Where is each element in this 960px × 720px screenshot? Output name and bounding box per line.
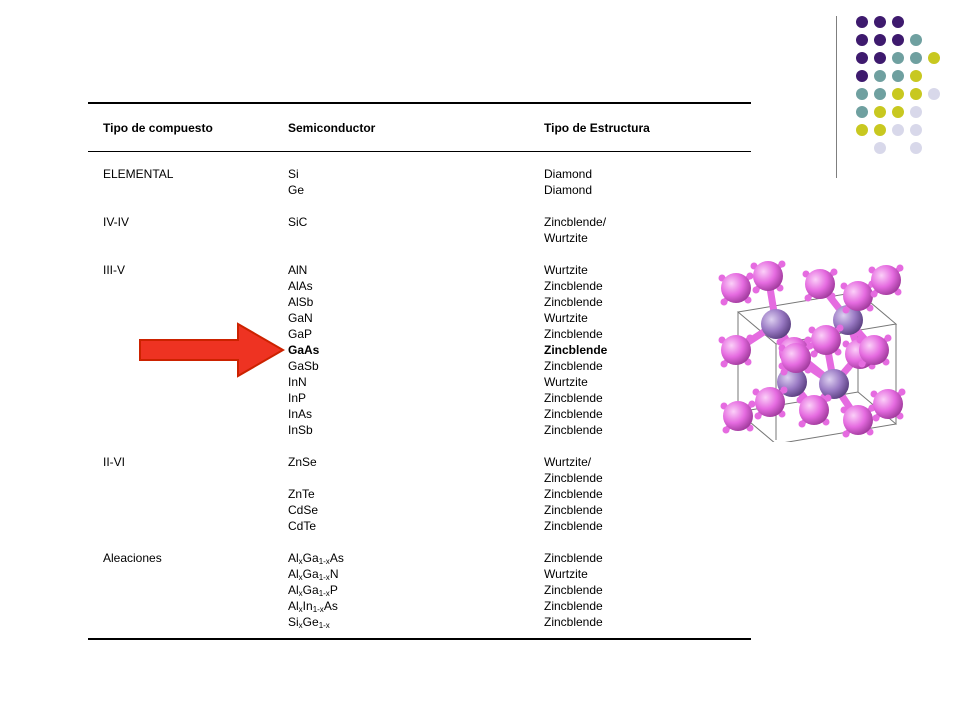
- structure-cell: Zincblende: [544, 487, 603, 501]
- crystal-atom-pink: [805, 269, 835, 299]
- decorative-dot: [874, 124, 886, 136]
- decorative-dot: [856, 124, 868, 136]
- semiconductor-cell: GaN: [288, 311, 313, 325]
- semiconductor-cell: GaP: [288, 327, 313, 341]
- structure-cell-highlighted: Zincblende: [544, 343, 608, 357]
- structure-cell: Zincblende: [544, 599, 603, 613]
- structure-cell: Zincblende: [544, 407, 603, 421]
- decorative-dot: [892, 52, 904, 64]
- decorative-dot: [874, 88, 886, 100]
- semiconductor-cell: Ge: [288, 183, 305, 197]
- semiconductor-cell: AlAs: [288, 279, 313, 293]
- header-structure-type: Tipo de Estructura: [544, 121, 650, 135]
- crystal-atom-purple: [819, 369, 849, 399]
- crystal-atom-pink: [871, 265, 901, 295]
- structure-cell: Zincblende: [544, 423, 603, 437]
- crystal-atom-pink: [811, 325, 841, 355]
- structure-cell: Zincblende: [544, 615, 603, 629]
- decorative-dot: [910, 34, 922, 46]
- structure-cell: Wurtzite: [544, 567, 588, 581]
- decorative-dot: [856, 106, 868, 118]
- structure-cell: Zincblende: [544, 471, 603, 485]
- crystal-atom-pink: [873, 389, 903, 419]
- crystal-atom-pink: [721, 273, 751, 303]
- crystal-atom-pink: [843, 405, 873, 435]
- semiconductor-cell: ZnTe: [288, 487, 315, 501]
- semiconductor-cell: AlSb: [288, 295, 314, 309]
- crystal-atom-pink: [753, 261, 783, 291]
- structure-cell: Zincblende: [544, 327, 603, 341]
- semiconductor-cell: InSb: [288, 423, 313, 437]
- decorative-dot: [910, 124, 922, 136]
- semiconductor-cell: InP: [288, 391, 307, 405]
- structure-cell: Zincblende: [544, 391, 603, 405]
- structure-cell: Zincblende: [544, 295, 603, 309]
- decorative-dot: [910, 106, 922, 118]
- header-compound-type: Tipo de compuesto: [103, 121, 213, 135]
- alloy-formula: $Al_xIn_{1-x}As$: [288, 599, 338, 614]
- decorative-dot: [856, 70, 868, 82]
- group-label-iv-iv: IV-IV: [103, 215, 130, 229]
- decorative-dot: [874, 106, 886, 118]
- crystal-atom-pink: [799, 395, 829, 425]
- group-label-aleaciones: Aleaciones: [103, 551, 162, 565]
- decorative-dot: [910, 70, 922, 82]
- structure-cell: Wurtzite: [544, 375, 588, 389]
- table-bottom-rule: [88, 638, 751, 640]
- decorative-dot: [910, 142, 922, 154]
- semiconductor-cell: GaSb: [288, 359, 319, 373]
- zincblende-crystal-illustration: [708, 254, 920, 442]
- structure-cell: Wurtzite/: [544, 455, 592, 469]
- table-header-rule: [88, 151, 751, 152]
- crystal-atom-pink: [721, 335, 751, 365]
- crystal-atom-pink: [755, 387, 785, 417]
- alloy-formula: $Al_xGa_{1-x}N$: [288, 567, 339, 582]
- decorative-dot: [892, 34, 904, 46]
- structure-cell: Wurtzite: [544, 231, 588, 245]
- structure-cell: Zincblende: [544, 359, 603, 373]
- decorative-dot: [856, 34, 868, 46]
- structure-cell: Wurtzite: [544, 263, 588, 277]
- semiconductor-cell-highlighted: GaAs: [288, 343, 320, 357]
- highlight-arrow-icon: [138, 322, 288, 378]
- structure-cell: Diamond: [544, 167, 593, 181]
- semiconductor-cell: SiC: [288, 215, 308, 229]
- decorative-dot: [892, 16, 904, 28]
- structure-cell: Wurtzite: [544, 311, 588, 325]
- decorative-dot: [928, 88, 940, 100]
- decorative-dot: [910, 88, 922, 100]
- semiconductor-cell: InAs: [288, 407, 313, 421]
- structure-cell: Diamond: [544, 183, 593, 197]
- semiconductor-cell: CdSe: [288, 503, 319, 517]
- crystal-atom-pink: [723, 401, 753, 431]
- decorative-dot: [892, 106, 904, 118]
- decorative-dot: [856, 88, 868, 100]
- alloy-formula: $Si_xGe_{1-x}$: [288, 615, 330, 630]
- group-label-elemental: ELEMENTAL: [103, 167, 174, 181]
- semiconductor-cell: AlN: [288, 263, 308, 277]
- semiconductor-cell: Si: [288, 167, 299, 181]
- semiconductor-cell: CdTe: [288, 519, 317, 533]
- decorative-dot: [892, 70, 904, 82]
- semiconductor-cell: ZnSe: [288, 455, 317, 469]
- group-label-ii-vi: II-VI: [103, 455, 126, 469]
- structure-cell: Zincblende: [544, 551, 603, 565]
- decorative-dot: [874, 16, 886, 28]
- decorative-dot: [874, 34, 886, 46]
- decorative-vertical-line: [836, 16, 837, 178]
- decorative-dot: [856, 52, 868, 64]
- decorative-dot: [856, 16, 868, 28]
- crystal-atom-pink: [843, 281, 873, 311]
- decorative-dot: [910, 52, 922, 64]
- crystal-atom-purple: [761, 309, 791, 339]
- semiconductor-cell: InN: [288, 375, 307, 389]
- decorative-dot: [874, 52, 886, 64]
- group-label-iii-v: III-V: [103, 263, 126, 277]
- structure-cell: Zincblende: [544, 279, 603, 293]
- structure-cell: Zincblende: [544, 519, 603, 533]
- decorative-dot: [928, 52, 940, 64]
- decorative-dot: [892, 124, 904, 136]
- alloy-formula: $Al_xGa_{1-x}As$: [288, 551, 344, 566]
- table-top-rule: [88, 102, 751, 104]
- crystal-atom-pink: [781, 343, 811, 373]
- decorative-dot: [892, 88, 904, 100]
- structure-cell: Zincblende/: [544, 215, 607, 229]
- header-semiconductor: Semiconductor: [288, 121, 376, 135]
- structure-cell: Zincblende: [544, 503, 603, 517]
- structure-cell: Zincblende: [544, 583, 603, 597]
- crystal-atom-pink: [859, 335, 889, 365]
- decorative-dot: [874, 70, 886, 82]
- decorative-dot: [874, 142, 886, 154]
- alloy-formula: $Al_xGa_{1-x}P$: [288, 583, 338, 598]
